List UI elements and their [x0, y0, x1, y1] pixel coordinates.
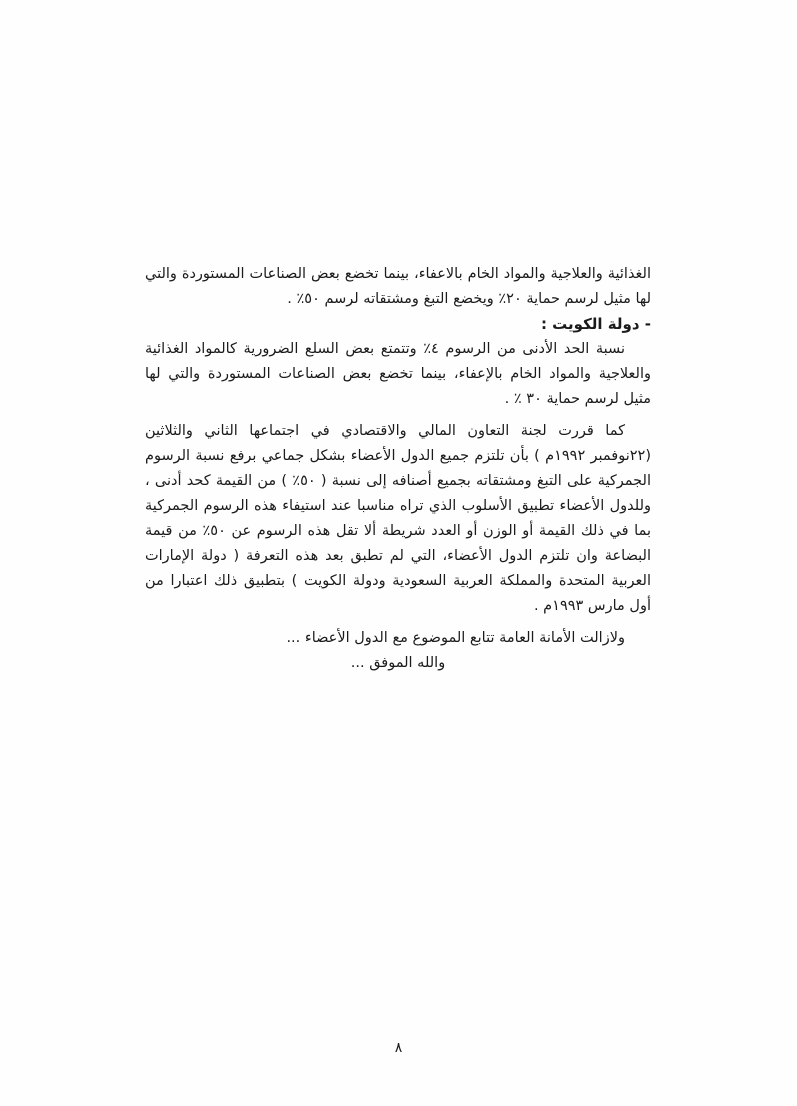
- paragraph-kuwait-tariff: نسبة الحد الأدنى من الرسوم ٤٪ وتتمتع بعض السلع الضرورية كالمواد الغذائية والعلاجية والمواد الخام بالإعفاء، بينما تخضع بعض الصناعات المستوردة والتي لها مثيل لرسم حماية ٣٠ ٪ .: [145, 341, 651, 407]
- page-number: ٨: [394, 1040, 403, 1056]
- paragraph-secretariat-followup: ولازالت الأمانة العامة تتابع الموضوع مع الدول الأعضاء ...: [286, 630, 625, 646]
- paragraph-committee-decision: كما قررت لجنة التعاون المالي والاقتصادي في اجتماعها الثاني والثلاثين (٢٢نوفمبر ١٩٩٢م ) بأن تلتزم جميع الدول الأعضاء بشكل جماعي برفع نسبة الرسوم الجمركية على التبغ ومشتقاته بجميع أصنافه إلى نسبة ( ٥٠٪ ) من القيمة كحد أدنى ، وللدول الأعضاء تطبيق الأسلوب الذي تراه مناسبا عند استيفاء هذه الرسوم الجمركية بما في ذلك القيمة أو الوزن أو العدد شريطة ألا تقل هذه الرسوم عن ٥٠٪ من قيمة البضاعة وان تلتزم الدول الأعضاء، التي لم تطبق بعد هذه التعرفة ( دولة الإمارات العربية المتحدة والمملكة العربية السعودية ودولة الكويت ) بتطبيق ذلك اعتبارا من أول مارس ١٩٩٣م .: [145, 423, 652, 614]
- paragraph-continuation: الغذائية والعلاجية والمواد الخام بالاعفاء، بينما تخضع بعض الصناعات المستوردة والتي لها مثيل لرسم حماية ٢٠٪ ويخضع التبغ ومشتقاته لرسم ٥٠٪ .: [145, 266, 651, 307]
- closing-phrase: والله الموفق ...: [350, 655, 446, 671]
- text-block: [145, 262, 651, 676]
- section-heading-kuwait: - دولة الكويت :: [540, 315, 651, 333]
